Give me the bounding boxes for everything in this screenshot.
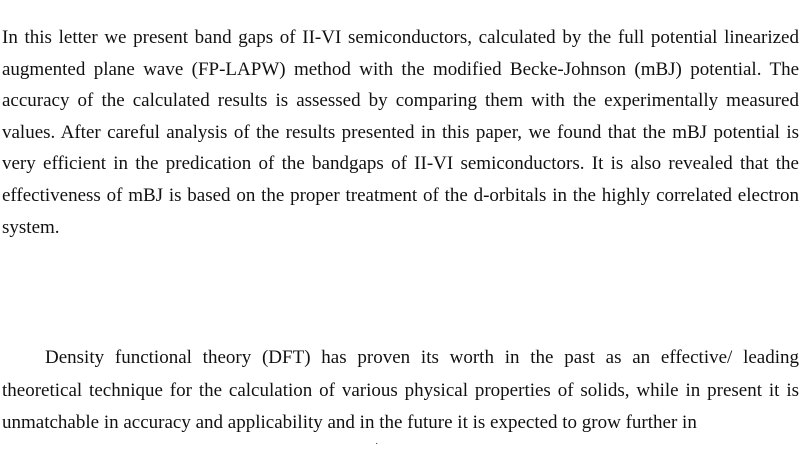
introduction-paragraph: Density functional theory (DFT) has proven its worth in the past as an effective/ leading theoretical technique for the calculation of various physical properties of solids, while in present it is unmatchable in accuracy and applicability and in the future it is expected to grow further in <box>2 347 799 433</box>
clipped-text-fragment: ˙ <box>375 442 379 453</box>
abstract-paragraph: In this letter we present band gaps of II-VI semiconductors, calculated by the full potential linearized augmented plane wave (FP-LAPW) method with the modified Becke-Johnson (mBJ) potential. The accuracy of the calculated results is assessed by comparing them with the experimentally measured values. After careful analysis of the results presented in this paper, we found that the mBJ potential is very efficient in the predication of the bandgaps of II-VI semiconductors. It is also revealed that the effectiveness of mBJ is based on the proper treatment of the d-orbitals in the highly correlated electron system. <box>2 27 799 238</box>
